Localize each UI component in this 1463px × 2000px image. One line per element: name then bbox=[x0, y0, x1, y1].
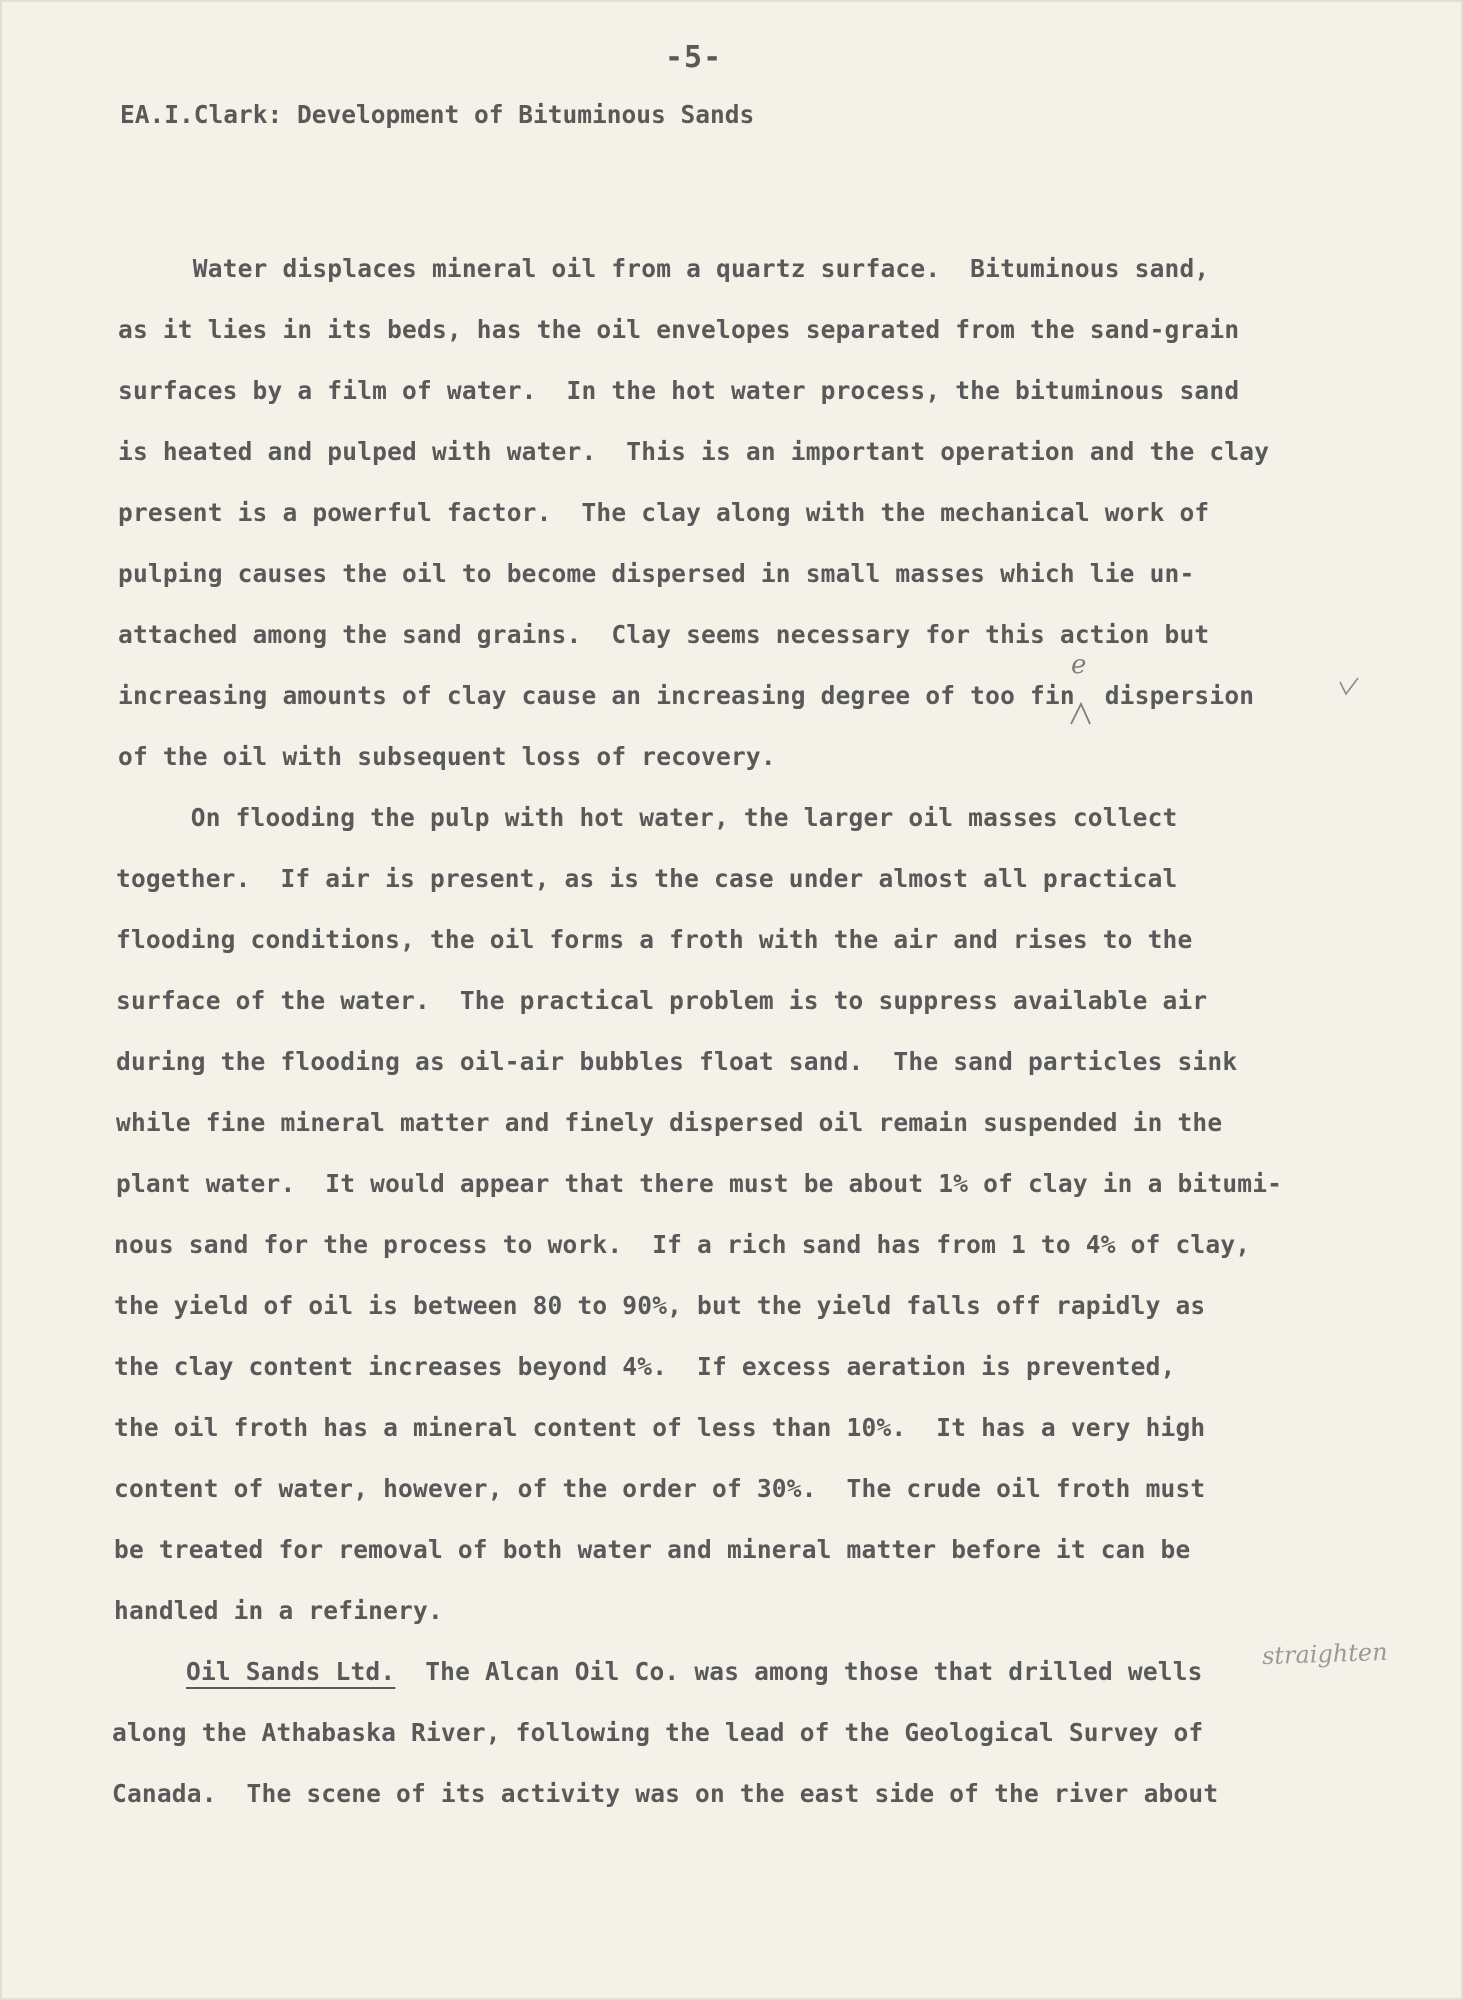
text-line: be treated for removal of both water and mineral matter before it can be bbox=[114, 1535, 1191, 1564]
text-line: during the flooding as oil-air bubbles float sand. The sand particles sink bbox=[116, 1047, 1238, 1076]
text-line: attached among the sand grains. Clay seems necessary for this action but bbox=[118, 620, 1210, 649]
text-line: nous sand for the process to work. If a rich sand has from 1 to 4% of clay, bbox=[114, 1230, 1251, 1259]
text-line: surfaces by a film of water. In the hot water process, the bituminous sand bbox=[118, 376, 1240, 405]
text-line: surface of the water. The practical problem is to suppress available air bbox=[116, 986, 1208, 1015]
text-line: plant water. It would appear that there must be about 1% of clay in a bitumi- bbox=[116, 1169, 1283, 1198]
text-line: flooding conditions, the oil forms a froth with the air and rises to the bbox=[116, 925, 1193, 954]
check-mark-icon bbox=[1338, 676, 1360, 698]
text-line: pulping causes the oil to become dispersed in small masses which lie un- bbox=[118, 559, 1195, 588]
text-line: the yield of oil is between 80 to 90%, but the yield falls off rapidly as bbox=[114, 1291, 1206, 1320]
text-line: together. If air is present, as is the case under almost all practical bbox=[116, 864, 1178, 893]
text-line: along the Athabaska River, following the lead of the Geological Survey of bbox=[112, 1718, 1204, 1747]
text-line: the oil froth has a mineral content of less than 10%. It has a very high bbox=[114, 1413, 1206, 1442]
text-line: while fine mineral matter and finely dispersed oil remain suspended in the bbox=[116, 1108, 1223, 1137]
text-line: Canada. The scene of its activity was on the east side of the river about bbox=[112, 1779, 1219, 1808]
page-number: -5- bbox=[665, 40, 723, 75]
text-line: the clay content increases beyond 4%. If excess aeration is prevented, bbox=[114, 1352, 1176, 1381]
running-head: EA.I.Clark: Development of Bituminous Sands bbox=[120, 100, 755, 129]
text-line: Water displaces mineral oil from a quartz surface. Bituminous sand, bbox=[118, 254, 1210, 283]
text-line: On flooding the pulp with hot water, the larger oil masses collect bbox=[116, 803, 1178, 832]
caret-mark-icon bbox=[1068, 700, 1094, 726]
section-heading: Oil Sands Ltd. bbox=[186, 1657, 396, 1686]
text-line: as it lies in its beds, has the oil envelopes separated from the sand-grain bbox=[118, 315, 1240, 344]
handwritten-insertion: e bbox=[1071, 650, 1087, 680]
heading-line-rest: The Alcan Oil Co. was among those that drilled wells bbox=[395, 1657, 1203, 1686]
text-line: handled in a refinery. bbox=[114, 1596, 443, 1625]
text-line: present is a powerful factor. The clay along with the mechanical work of bbox=[118, 498, 1210, 527]
text-line: content of water, however, of the order of 30%. The crude oil froth must bbox=[114, 1474, 1206, 1503]
text-line bbox=[186, 1657, 1203, 1686]
margin-note: straighten bbox=[1261, 1637, 1388, 1671]
text-line: of the oil with subsequent loss of recovery. bbox=[118, 742, 776, 771]
text-line: is heated and pulped with water. This is an important operation and the clay bbox=[118, 437, 1270, 466]
text-line: increasing amounts of clay cause an increasing degree of too fin dispersion bbox=[118, 681, 1255, 710]
